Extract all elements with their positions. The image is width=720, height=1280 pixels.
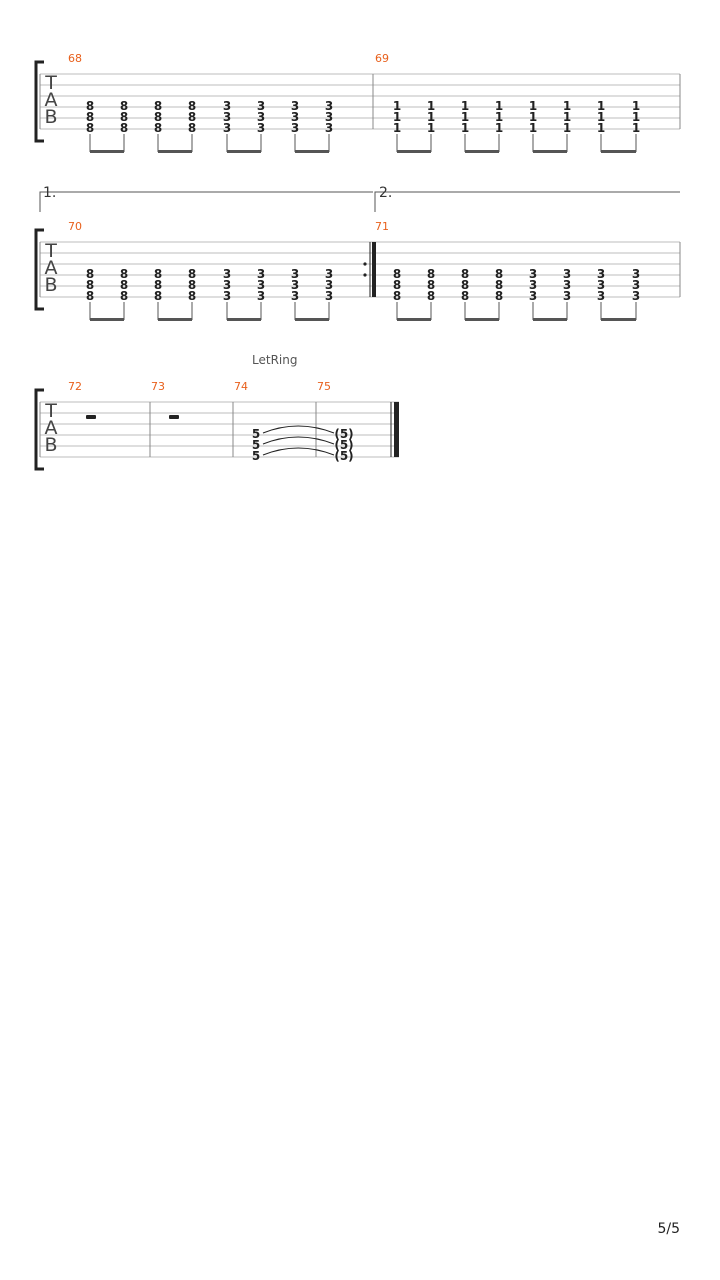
fret-number: 8 [153,110,163,124]
tab-clef-a: A [44,89,58,111]
fret-number: 1 [392,121,402,135]
fret-number: 3 [596,278,606,292]
fret-number: 3 [596,267,606,281]
fret-number: 3 [631,267,641,281]
beam [601,318,636,321]
fret-number: 8 [119,289,129,303]
whole-rest [169,415,179,419]
beam [227,150,261,153]
beam [295,318,329,321]
fret-number: 1 [494,99,504,113]
fret-number: 3 [290,289,300,303]
measure-number: 69 [375,52,389,65]
fret-number: 8 [153,278,163,292]
beam [533,150,567,153]
tab-clef-t: T [45,240,57,262]
beam [227,318,261,321]
repeat-dot [363,262,366,265]
fret-number: 8 [85,267,95,281]
fret-number: 1 [494,110,504,124]
tab-clef-a: A [44,257,58,279]
tab-clef-b: B [44,434,58,456]
fret-number: 3 [290,267,300,281]
fret-number: 8 [494,289,504,303]
fret-number: 1 [528,110,538,124]
fret-number: 1 [494,121,504,135]
fret-number: 3 [324,267,334,281]
volta-label-2: 2. [379,185,393,201]
fret-number: 3 [528,289,538,303]
fret-number: 8 [187,278,197,292]
fret-number: 3 [631,289,641,303]
beam [465,150,499,153]
fret-number: 1 [460,110,470,124]
fret-number: 8 [153,289,163,303]
fret-number: 8 [119,121,129,135]
fret-number: 5 [251,438,261,452]
fret-number: 1 [562,121,572,135]
fret-number: 8 [187,99,197,113]
measure-number: 70 [68,220,82,233]
beam [90,150,124,153]
beam [397,150,431,153]
fret-number: 8 [392,289,402,303]
fret-number: 8 [85,110,95,124]
fret-number: 8 [119,267,129,281]
fret-number: 8 [119,110,129,124]
repeat-dot [363,273,366,276]
fret-number: 3 [324,278,334,292]
fret-number: 3 [562,289,572,303]
fret-number: 8 [494,267,504,281]
fret-number: 8 [153,99,163,113]
fret-number: 8 [460,278,470,292]
tab-clef-b: B [44,106,58,128]
fret-number-tied: (5) [334,449,354,463]
fret-number: 3 [324,289,334,303]
fret-number: 1 [460,121,470,135]
fret-number: 8 [153,267,163,281]
fret-number: 3 [222,267,232,281]
fret-number: 3 [631,278,641,292]
fret-number: 1 [562,99,572,113]
fret-number: 1 [426,121,436,135]
fret-number: 8 [187,267,197,281]
volta-bracket-1 [40,192,373,212]
tab-clef-a: A [44,417,58,439]
fret-number: 8 [85,289,95,303]
beam [601,150,636,153]
fret-number: 3 [290,121,300,135]
volta-bracket-2 [375,192,680,212]
fret-number: 1 [631,121,641,135]
fret-number: 8 [460,289,470,303]
fret-number: 3 [324,110,334,124]
final-barline-thick [394,402,399,457]
fret-number: 8 [392,278,402,292]
beam [533,318,567,321]
fret-number: 5 [251,427,261,441]
fret-number: 8 [460,267,470,281]
measure-number: 74 [234,380,248,393]
fret-number: 8 [119,99,129,113]
fret-number: 8 [426,278,436,292]
tie-arc [263,426,334,433]
fret-number: 5 [251,449,261,463]
fret-number-tied: (5) [334,427,354,441]
fret-number: 1 [426,110,436,124]
fret-number: 3 [324,99,334,113]
measure-number: 68 [68,52,82,65]
fret-number: 8 [119,278,129,292]
fret-number: 8 [426,289,436,303]
measure-number: 72 [68,380,82,393]
fret-number: 3 [256,267,266,281]
fret-number: 3 [256,278,266,292]
beam [158,318,192,321]
fret-number: 3 [528,278,538,292]
fret-number: 3 [222,121,232,135]
fret-number: 8 [426,267,436,281]
beam [465,318,499,321]
fret-number: 8 [187,110,197,124]
fret-number: 8 [85,278,95,292]
tab-clef-t: T [45,72,57,94]
repeat-barline-thick [372,242,376,297]
beam [158,150,192,153]
fret-number: 3 [562,267,572,281]
fret-number: 1 [631,110,641,124]
beam [397,318,431,321]
fret-number: 8 [494,278,504,292]
fret-number: 3 [290,110,300,124]
fret-number: 3 [290,278,300,292]
fret-number: 1 [631,99,641,113]
fret-number: 3 [528,267,538,281]
fret-number: 1 [596,121,606,135]
fret-number: 3 [256,99,266,113]
fret-number: 3 [324,121,334,135]
fret-number: 1 [596,99,606,113]
fret-number: 3 [256,121,266,135]
fret-number: 1 [528,99,538,113]
measure-number: 73 [151,380,165,393]
fret-number: 1 [392,110,402,124]
fret-number: 3 [222,110,232,124]
fret-number: 1 [392,99,402,113]
measure-number: 71 [375,220,389,233]
let-ring-annotation: LetRing [252,353,298,367]
tab-clef-t: T [45,400,57,422]
fret-number: 1 [596,110,606,124]
fret-number-tied: (5) [334,438,354,452]
fret-number: 3 [222,278,232,292]
fret-number: 8 [187,121,197,135]
fret-number: 1 [562,110,572,124]
measure-number: 75 [317,380,331,393]
fret-number: 3 [256,110,266,124]
fret-number: 3 [596,289,606,303]
tie-arc [263,437,334,444]
fret-number: 1 [460,99,470,113]
volta-label-1: 1. [43,185,57,201]
fret-number: 3 [562,278,572,292]
fret-number: 1 [528,121,538,135]
page-indicator: 5/5 [657,1221,680,1237]
tab-clef-b: B [44,274,58,296]
fret-number: 8 [85,121,95,135]
fret-number: 3 [222,289,232,303]
fret-number: 8 [153,121,163,135]
fret-number: 8 [392,267,402,281]
tie-arc [263,448,334,455]
fret-number: 8 [85,99,95,113]
whole-rest [86,415,96,419]
fret-number: 1 [426,99,436,113]
fret-number: 8 [187,289,197,303]
beam [295,150,329,153]
beam [90,318,124,321]
fret-number: 3 [256,289,266,303]
fret-number: 3 [290,99,300,113]
fret-number: 3 [222,99,232,113]
